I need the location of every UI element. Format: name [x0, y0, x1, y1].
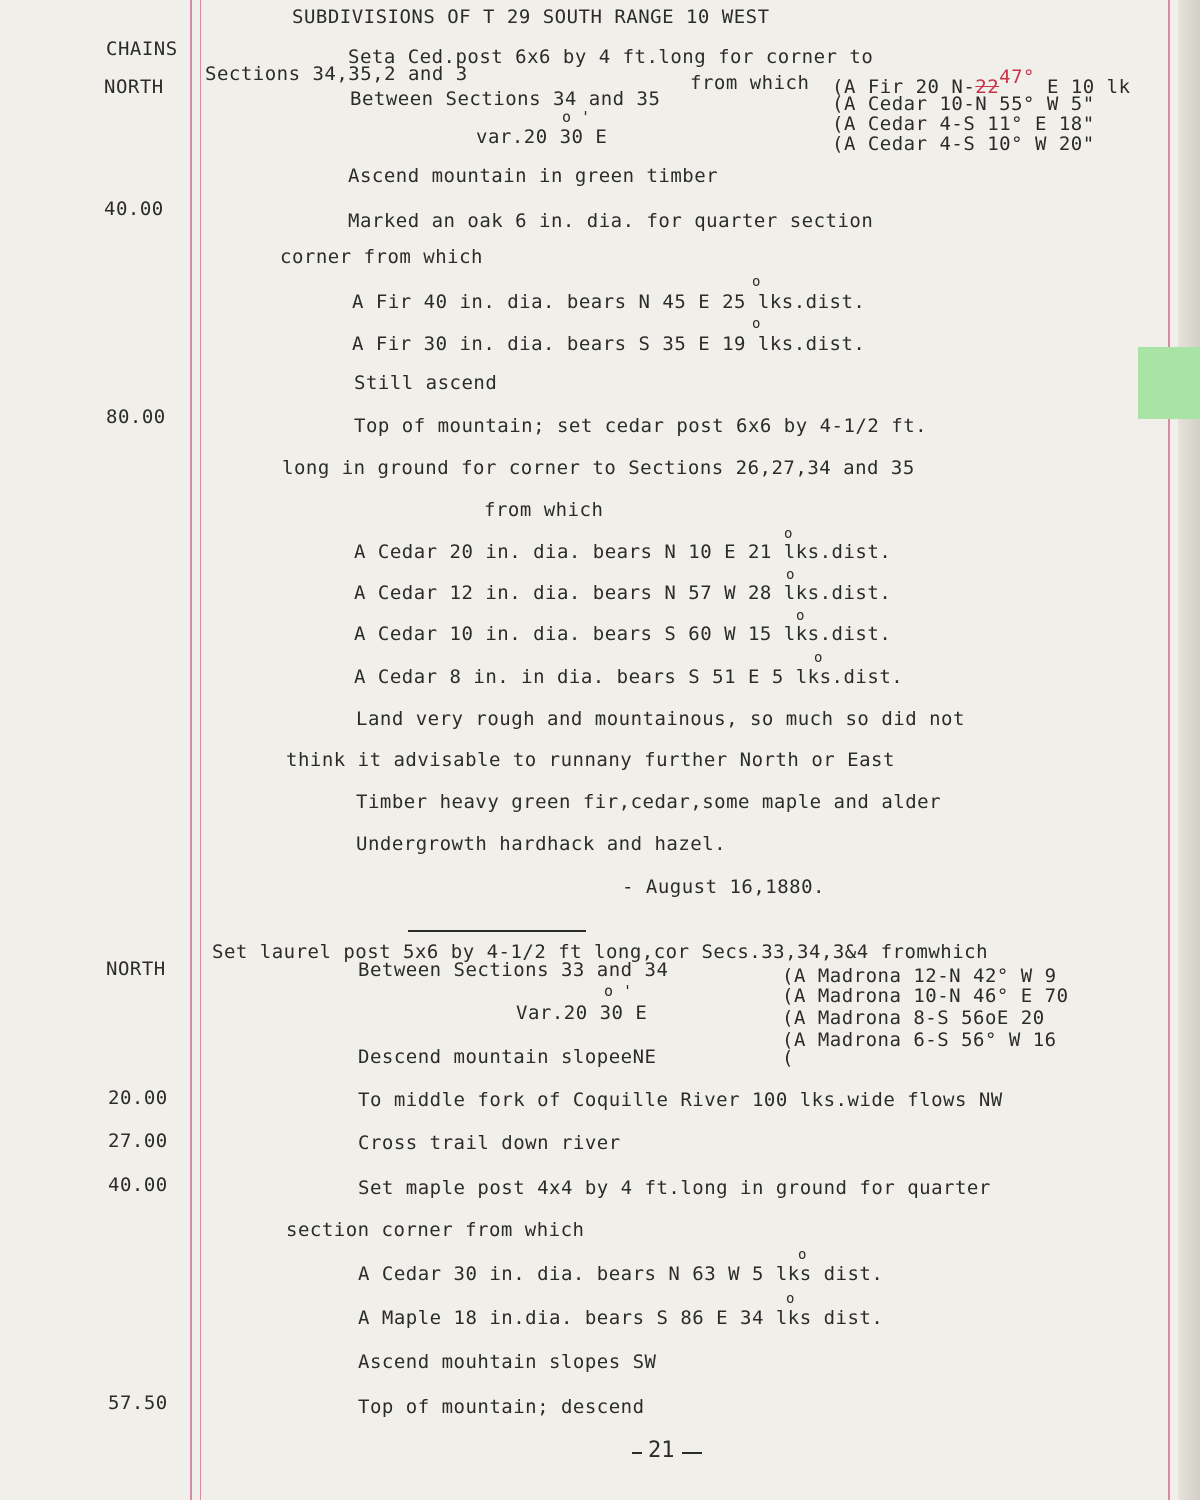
entry13-degree: o: [814, 650, 823, 666]
entry5-text: A Fir 30 in. dia. bears S 35 E 19 lks.dist.: [352, 333, 866, 355]
entry24-degree: o: [786, 1291, 795, 1307]
entry22-text: section corner from which: [286, 1219, 585, 1241]
section-divider: [408, 930, 586, 932]
entry1-text: Ascend mountain in green timber: [348, 165, 719, 187]
entry5-degree: o: [752, 316, 761, 332]
entry24-text: A Maple 18 in.dia. bears S 86 E 34 lks dist.: [358, 1307, 884, 1329]
block2-variation: Var.20 30 E: [516, 1002, 648, 1024]
entry12-degree: o: [796, 608, 805, 624]
block1-line2: Sections 34,35,2 and 3: [205, 63, 468, 85]
block2-var-degree-marks: o ': [604, 982, 633, 1000]
entry8-text: long in ground for corner to Sections 26,27,34 and 35: [282, 457, 915, 479]
page-number: 21: [648, 1438, 675, 1463]
north-header-2: NORTH: [106, 958, 166, 980]
block2-bearing-tree-3: (A Madrona 8-S 56oE 20: [782, 1007, 1045, 1029]
entry21-text: Set maple post 4x4 by 4 ft.long in ground for quarter: [358, 1177, 991, 1199]
entry11-text: A Cedar 12 in. dia. bears N 57 W 28 lks.dist.: [354, 582, 892, 604]
block1-bearing-tree-1: (A Fir 20 N-2247° E 10 lk: [832, 66, 1131, 98]
entry10-text: A Cedar 20 in. dia. bears N 10 E 21 lks.dist.: [354, 541, 892, 563]
block1-bearing-tree-4: (A Cedar 4-S 10° W 20": [832, 133, 1095, 155]
page-title: SUBDIVISIONS OF T 29 SOUTH RANGE 10 WEST: [292, 6, 770, 28]
entry26-distance: 57.50: [108, 1392, 168, 1414]
entry19-text: To middle fork of Coquille River 100 lks.wide flows NW: [358, 1089, 1003, 1111]
entry23-degree: o: [798, 1247, 807, 1263]
entry2-distance: 40.00: [104, 198, 164, 220]
entry20-text: Cross trail down river: [358, 1132, 621, 1154]
entry16-text: Timber heavy green fir,cedar,some maple and alder: [356, 791, 942, 813]
block2-line1: Set laurel post 5x6 by 4-1/2 ft long,cor Secs.33,34,3&4 fromwhich: [212, 941, 989, 963]
block2-line2: Between Sections 33 and 34: [358, 959, 669, 981]
entry12-text: A Cedar 10 in. dia. bears S 60 W 15 lks.dist.: [354, 623, 892, 645]
block1-var-degree-marks: o ': [562, 108, 591, 126]
right-margin-line: [1168, 0, 1170, 1500]
block1-from-which: from which: [690, 72, 810, 94]
entry21-distance: 40.00: [108, 1174, 168, 1196]
entry7-text: Top of mountain; set cedar post 6x6 by 4-1/2 ft.: [354, 415, 928, 437]
entry4-degree: o: [752, 274, 761, 290]
block1-variation: var.20 30 E: [476, 126, 608, 148]
block1-line3: Between Sections 34 and 35: [350, 88, 661, 110]
block2-bearing-tree-5: (: [782, 1047, 794, 1069]
entry6-text: Still ascend: [354, 372, 498, 394]
entry9-text: from which: [484, 499, 604, 521]
entry4-text: A Fir 40 in. dia. bears N 45 E 25 lks.dist.: [352, 291, 866, 313]
block2-bearing-tree-1: (A Madrona 12-N 42° W 9: [782, 965, 1057, 987]
entry10-degree: o: [784, 526, 793, 542]
page-number-dash-left: [632, 1452, 642, 1454]
page-edge: [1178, 0, 1200, 1500]
entry20-distance: 27.00: [108, 1130, 168, 1152]
block2-bearing-tree-2: (A Madrona 10-N 46° E 70: [782, 985, 1069, 1007]
page-number-dash-right: [682, 1452, 702, 1454]
chains-header: CHAINS: [106, 38, 178, 60]
left-margin-line: [190, 0, 192, 1500]
block1-bearing-tree-3: (A Cedar 4-S 11° E 18": [832, 113, 1095, 135]
block1-bearing-tree-2: (A Cedar 10-N 55° W 5": [832, 93, 1095, 115]
entry19-distance: 20.00: [108, 1087, 168, 1109]
entry3-text: corner from which: [280, 246, 483, 268]
entry7-distance: 80.00: [106, 406, 166, 428]
entry26-text: Top of mountain; descend: [358, 1396, 645, 1418]
left-margin-line-inner: [200, 0, 201, 1500]
entry13-text: A Cedar 8 in. in dia. bears S 51 E 5 lks.dist.: [354, 666, 904, 688]
entry2-text: Marked an oak 6 in. dia. for quarter section: [348, 210, 874, 232]
entry15-text: think it advisable to runnany further North or East: [286, 749, 895, 771]
entry23-text: A Cedar 30 in. dia. bears N 63 W 5 lks dist.: [358, 1263, 884, 1285]
block2-bearing-tree-4: (A Madrona 6-S 56° W 16: [782, 1029, 1057, 1051]
entry17-text: Undergrowth hardhack and hazel.: [356, 833, 727, 855]
entry14-text: Land very rough and mountainous, so much so did not: [356, 708, 965, 730]
entry18-date: - August 16,1880.: [622, 876, 825, 898]
entry25-text: Ascend mouhtain slopes SW: [358, 1351, 657, 1373]
green-tab-marker: [1138, 347, 1200, 419]
block2-line4: Descend mountain slopeeNE: [358, 1046, 657, 1068]
north-header-1: NORTH: [104, 76, 164, 98]
entry11-degree: o: [786, 567, 795, 583]
block1-line1: Seta Ced.post 6x6 by 4 ft.long for corner to: [348, 46, 874, 68]
